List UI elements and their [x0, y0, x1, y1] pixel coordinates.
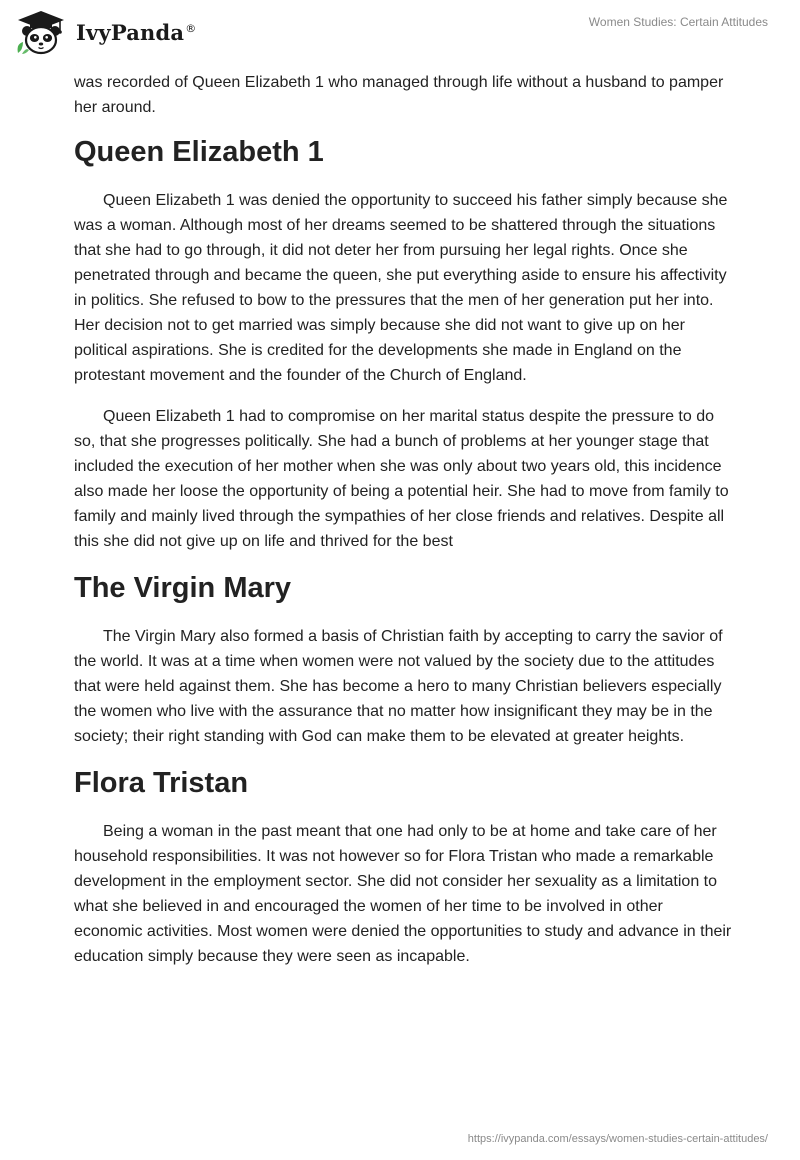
- essay-content: [74, 70, 734, 985]
- document-title: Women Studies: Certain Attitudes: [588, 15, 768, 29]
- page-header: [0, 0, 800, 60]
- paragraph: Queen Elizabeth 1 had to compromise on her marital status despite the pressure to do so, that she progresses politically. She had a bunch of problems at her younger stage that included the execution of her mother when she was only about two years old, this incidence also made her loose the opportunity of being a potential heir. She had to move from family to family and mainly lived through the sympathies of her close friends and relatives. Despite all this she did not give up on life and thrived for the best: [74, 408, 729, 550]
- paragraph: Queen Elizabeth 1 was denied the opportunity to succeed his father simply because she was a woman. Although most of her dreams seemed to be shattered through the situations that she had to go through, it did not deter her from pursuing her legal rights. Once she penetrated through and became the queen, she put everything aside to ensure his affectivity in politics. She refused to bow to the pressures that the men of her generation put her into. Her decision not to get married was simply because she did not want to give up on her political aspirations. She is credited for the developments she made in England on the protestant movement and the founder of the Church of England.: [74, 192, 728, 384]
- brand-name: [76, 20, 196, 45]
- brand-label: IvyPanda: [76, 19, 185, 45]
- registered-mark: ®: [185, 21, 197, 35]
- ivypanda-logo[interactable]: [14, 8, 196, 56]
- panda-graduate-icon: [14, 9, 68, 55]
- lead-paragraph: was recorded of Queen Elizabeth 1 who managed through life without a husband to pamper her around.: [74, 74, 724, 116]
- section-heading-queen-elizabeth: Queen Elizabeth 1: [74, 136, 324, 168]
- paragraph: The Virgin Mary also formed a basis of Christian faith by accepting to carry the savior of the world. It was at a time when women were not valued by the society due to the attitudes that were held against them. She has become a hero to many Christian believers especially the women who live with the assurance that no matter how insignificant they may be in the society; their right standing with God can make them to be elevated at greater heights.: [74, 628, 723, 745]
- section-heading-virgin-mary: The Virgin Mary: [74, 572, 292, 604]
- paragraph: Being a woman in the past meant that one had only to be at home and take care of her household responsibilities. It was not however so for Flora Tristan who made a remarkable development in the employment sector. She did not consider her sexuality as a limitation to what she believed in and encouraged the women of her time to be involved in other economic activities. Most women were denied the opportunities to study and advance in their education simply because they were seen as incapable.: [74, 823, 732, 965]
- source-url[interactable]: https://ivypanda.com/essays/women-studies-certain-attitudes/: [467, 1133, 768, 1145]
- section-heading-flora-tristan: Flora Tristan: [74, 767, 249, 799]
